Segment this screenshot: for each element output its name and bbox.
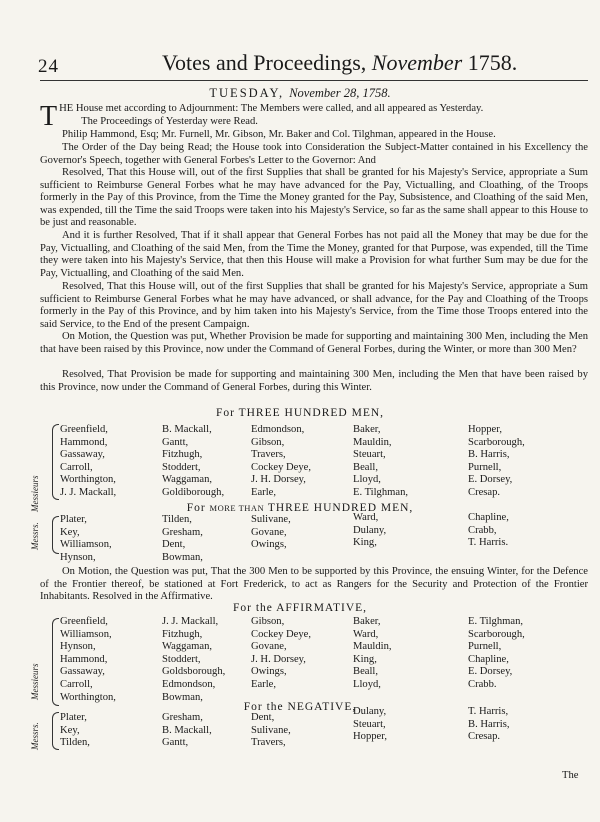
paragraph-8: Resolved, That Provision be made for supporting and maintaining 300 Men, including the Men that have been raised by this Province, now under the Command of General Forbes, during this Winter. — [40, 369, 588, 393]
voter-name: Crabb. — [468, 678, 497, 690]
dateline-day: TUESDAY, — [209, 86, 290, 100]
paragraph-5: And it is further Resolved, That if it shall appear that General Forbes has not paid all the Money that may be due for the Pay, Victualling, and Cloathing of the said Men, from the Time the Money, granted for that Purpose, was expended, till the Time they were taken into his Majesty's Service, that then this House will make a Provision for what further Sum may be due for the Pay, Victualling, and Cloathing of the said Men. — [40, 230, 588, 279]
voter-name: Cresap. — [468, 731, 501, 743]
paragraph-3: The Order of the Day being Read; the House took into Consideration the Subject-Matter contained in his Excellency the Governor's Speech, together with General Forbes's Letter to the Governor: And — [40, 142, 588, 166]
voter-name: Fitzhugh, — [162, 449, 203, 461]
voter-name: E. Tilghman, — [353, 486, 409, 498]
voter-name: Beall, — [353, 666, 379, 678]
vote-column — [353, 424, 408, 500]
dateline-date: November 28, 1758. — [289, 86, 391, 100]
voter-name: Edmondson, — [251, 424, 305, 435]
voter-name: Greenfield, — [60, 616, 108, 627]
voter-name: Williamson, — [60, 539, 112, 551]
voter-name: Earle, — [251, 678, 276, 690]
voter-name: J. J. Mackall, — [60, 486, 117, 498]
heading-post: THREE HUNDRED MEN, — [264, 502, 414, 514]
voter-name: Tilden, — [162, 514, 192, 525]
voter-name: T. Harris. — [468, 537, 509, 549]
voter-name: Edmondson, — [162, 678, 216, 690]
voter-name: Scarborough, — [468, 436, 525, 448]
voter-name: Steuart, — [353, 718, 386, 730]
voter-name: E. Dorsey, — [468, 666, 513, 678]
voter-name: Carroll, — [60, 461, 93, 473]
voter-name: T. Harris, — [468, 706, 509, 717]
voter-name: Crabb, — [468, 524, 497, 536]
voter-name: Purnell, — [468, 461, 502, 473]
heading-more-than — [0, 502, 600, 514]
paragraph-1b: The Proceedings of Yesterday were Read. — [81, 115, 258, 127]
voter-name: Govane, — [251, 641, 287, 653]
voter-name: Chapline, — [468, 653, 509, 665]
paragraph-1: HE House met according to Adjournment: The Members were called, and all appeared as Yesterday. — [59, 103, 484, 114]
voter-name: Gassaway, — [60, 449, 105, 461]
vote-column — [60, 616, 116, 704]
heading-pre: For — [186, 502, 210, 514]
vote-column — [468, 706, 510, 744]
voter-name: Chapline, — [468, 512, 509, 523]
vote-column — [60, 514, 112, 564]
voter-name: Gantt, — [162, 436, 189, 448]
voter-name: Worthington, — [60, 691, 116, 703]
vote-column — [251, 424, 311, 500]
bracket — [52, 712, 59, 750]
voter-name: B. Mackall, — [162, 424, 212, 435]
vote-column — [60, 712, 90, 750]
voter-name: Stoddert, — [162, 461, 201, 473]
vote-column — [162, 616, 225, 704]
voter-name: Ward, — [353, 628, 379, 640]
bracket — [52, 516, 59, 554]
voter-name: Plater, — [60, 514, 87, 525]
voter-name: Owings, — [251, 539, 287, 551]
voter-name: Mauldin, — [353, 436, 392, 448]
voter-name: Scarborough, — [468, 628, 525, 640]
bracket — [52, 424, 59, 500]
voter-name: Govane, — [251, 526, 287, 538]
voter-name: Baker, — [353, 424, 381, 435]
voter-name: Carroll, — [60, 678, 93, 690]
voter-name: King, — [353, 537, 377, 549]
voter-name: E. Tilghman, — [468, 616, 524, 627]
heading-negative: For the NEGATIVE, — [243, 701, 357, 713]
voter-name: Beall, — [353, 461, 379, 473]
voter-name: Gassaway, — [60, 666, 105, 678]
voter-name: Dulany, — [353, 524, 387, 536]
voter-name: Cresap. — [468, 486, 501, 498]
page-header — [30, 48, 585, 78]
paragraph-4: Resolved, That this House will, out of the first Supplies that shall be granted for his Majesty's Service, appropriate a Sum sufficient to Reimburse General Forbes what he may have advanced for the Pay, Victualling, and Cloathing, of the Troops formerly in the Pay of this Province, from the Time the Money granted for the Pay, Subsistence, and Cloathing of the said Men, was expended, till the Time the said Troops were taken into his Majesty's Service, so far as the same shall appear to this House to be just and reasonable. — [40, 167, 588, 229]
voter-name: Cockey Deye, — [251, 461, 312, 473]
heading-affirmative: For the AFFIRMATIVE, — [232, 602, 368, 614]
vote-column — [251, 616, 311, 692]
voter-name: Travers, — [251, 737, 286, 749]
voter-name: Greenfield, — [60, 424, 108, 435]
voter-name: Worthington, — [60, 474, 116, 486]
voter-name: Goldsborough, — [162, 666, 226, 678]
voter-name: Gresham, — [162, 712, 203, 723]
page-number: 24 — [38, 56, 59, 77]
voter-name: B. Harris, — [468, 449, 510, 461]
vote-column — [251, 514, 291, 552]
vote-column — [162, 424, 224, 500]
voter-name: J. H. Dorsey, — [251, 653, 306, 665]
voter-name: Dulany, — [353, 706, 387, 717]
vote-column — [162, 712, 212, 750]
title-prefix: Votes and Proceedings, — [162, 50, 372, 75]
voter-name: Sulivane, — [251, 724, 291, 736]
voter-name: Gibson, — [251, 616, 285, 627]
header-rule — [40, 80, 588, 81]
paragraph-6: Resolved, That this House will, out of the first Supplies that shall be granted for his Majesty's Service, appropriate a Sum sufficient to Reimburse General Forbes what he may have advanced, or shall advance, for the Pay and Cloathing of the Troops formerly in the Pay of this Province, and by him taken into his Majesty's Service, from the Time those Troops entered into the said Service, to the End of the present Campaign. — [40, 281, 588, 330]
messrs-label-short: Messrs. — [30, 522, 40, 550]
voter-name: B. Harris, — [468, 718, 510, 730]
voter-name: Hynson, — [60, 641, 96, 653]
voter-name: Earle, — [251, 486, 276, 498]
voter-name: Hynson, — [60, 551, 96, 563]
vote-column — [353, 512, 386, 550]
voter-name: Steuart, — [353, 449, 386, 461]
voter-name: B. Mackall, — [162, 724, 212, 736]
voter-name: Hopper, — [353, 731, 387, 743]
heading-small: MORE THAN — [209, 503, 265, 513]
vote-column — [353, 616, 392, 692]
voter-name: J. J. Mackall, — [162, 616, 219, 627]
voter-name: Hammond, — [60, 653, 108, 665]
paragraph-7: On Motion, the Question was put, Whether Provision be made for supporting and maintaining 300 Men, including the Men that have been raised by this Province, now under the Command of General Forbes, during the Winter, or more than 300 Men? — [40, 331, 588, 355]
voter-name: Dent, — [251, 712, 275, 723]
voter-name: Lloyd, — [353, 474, 381, 486]
vote-column — [162, 514, 203, 564]
voter-name: Bowman, — [162, 551, 203, 563]
voter-name: Mauldin, — [353, 641, 392, 653]
voter-name: Williamson, — [60, 628, 112, 640]
voter-name: Cockey Deye, — [251, 628, 312, 640]
voter-name: Owings, — [251, 666, 287, 678]
voter-name: Gresham, — [162, 526, 203, 538]
voter-name: Goldiborough, — [162, 486, 225, 498]
messrs-label: Messieurs — [30, 475, 40, 512]
voter-name: Bowman, — [162, 691, 203, 703]
paragraph-9: On Motion, the Question was put, That the 300 Men to be supported by this Province, the ensuing Winter, for the Defence of the Frontier thereof, be stationed at Fort Frederick, to act as Rangers for the Security and Protection of the Frontier Inhabitants. Resolved in the Affirmative. — [40, 566, 588, 603]
voter-name: Lloyd, — [353, 678, 381, 690]
paragraph-opening — [40, 103, 588, 130]
voter-name: Stoddert, — [162, 653, 201, 665]
title-year: 1758. — [462, 50, 518, 75]
vote-column — [468, 616, 525, 692]
paragraph-2: Philip Hammond, Esq; Mr. Furnell, Mr. Gibson, Mr. Baker and Col. Tilghman, appeared in the House. — [62, 129, 496, 140]
voter-name: Travers, — [251, 449, 286, 461]
voter-name: Purnell, — [468, 641, 502, 653]
voter-name: Waggaman, — [162, 474, 213, 486]
voter-name: Plater, — [60, 712, 87, 723]
voter-name: J. H. Dorsey, — [251, 474, 306, 486]
voter-name: Fitzhugh, — [162, 628, 203, 640]
voter-name: Hammond, — [60, 436, 108, 448]
messrs-label-short: Messrs. — [30, 722, 40, 750]
vote-column — [468, 424, 525, 500]
messrs-label: Messieurs — [30, 663, 40, 700]
heading-three-hundred: For THREE HUNDRED MEN, — [215, 407, 385, 419]
voter-name: Gibson, — [251, 436, 285, 448]
vote-column — [60, 424, 116, 500]
dateline — [0, 86, 600, 101]
voter-name: King, — [353, 653, 377, 665]
catchword: The — [562, 770, 579, 781]
title-month: November — [371, 50, 463, 75]
voter-name: Waggaman, — [162, 641, 213, 653]
voter-name: Ward, — [353, 512, 379, 523]
page-title — [162, 50, 517, 76]
voter-name: Sulivane, — [251, 514, 291, 525]
drop-cap: T — [40, 101, 58, 132]
voter-name: E. Dorsey, — [468, 474, 513, 486]
voter-name: Key, — [60, 526, 80, 538]
vote-column — [468, 512, 509, 550]
vote-column — [353, 706, 387, 744]
voter-name: Hopper, — [468, 424, 502, 435]
voter-name: Tilden, — [60, 737, 90, 749]
voter-name: Gantt, — [162, 737, 189, 749]
voter-name: Key, — [60, 724, 80, 736]
voter-name: Dent, — [162, 539, 186, 551]
vote-column — [251, 712, 291, 750]
bracket — [52, 618, 59, 706]
voter-name: Baker, — [353, 616, 381, 627]
